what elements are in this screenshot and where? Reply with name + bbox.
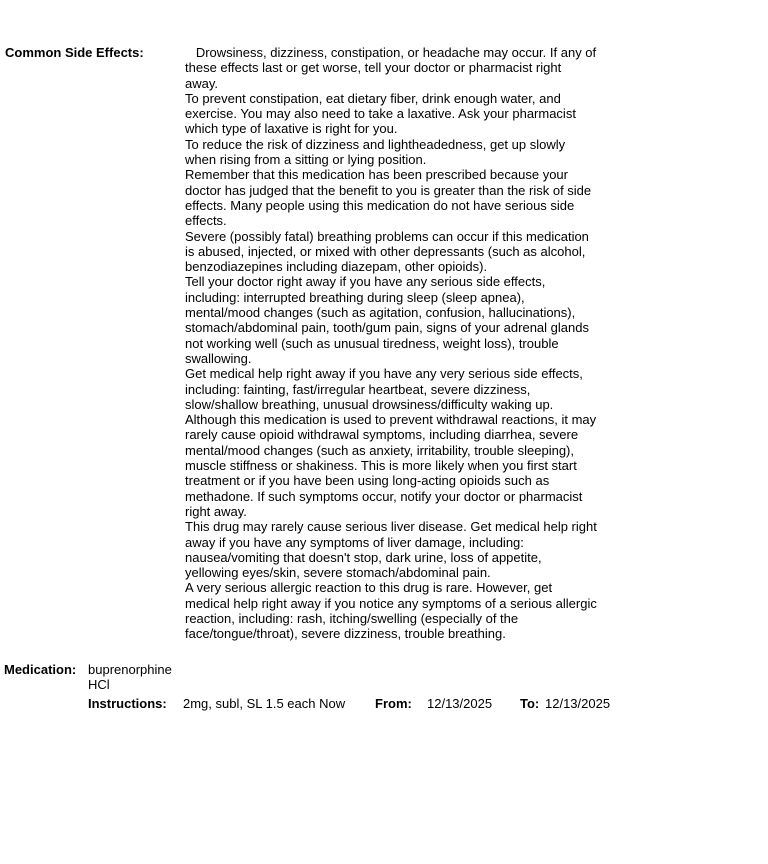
text-line: Tell your doctor right away if you have any serious side effects, bbox=[185, 274, 546, 290]
text-line: Get medical help right away if you have any very serious side effects, bbox=[185, 366, 583, 382]
text-line: medical help right away if you notice any symptoms of a serious allergic bbox=[185, 595, 597, 611]
text-line: is abused, injected, or mixed with other depressants (such as alcohol, bbox=[185, 243, 586, 259]
medication-label: Medication: bbox=[4, 662, 77, 677]
text-line: when rising from a sitting or lying position. bbox=[185, 152, 427, 168]
text-line: which type of laxative is right for you. bbox=[185, 121, 398, 137]
text-line: methadone. If such symptoms occur, notify your doctor or pharmacist bbox=[185, 488, 583, 504]
text-line: Remember that this medication has been prescribed because your bbox=[185, 167, 568, 183]
to-date-value: 12/13/2025 bbox=[545, 696, 611, 711]
text-line: benzodiazepines including diazepam, other opioids). bbox=[185, 259, 488, 275]
text-line: swallowing. bbox=[185, 350, 252, 366]
text-line: including: interrupted breathing during sleep (sleep apnea), bbox=[185, 289, 525, 305]
text-line: A very serious allergic reaction to this drug is rare. However, get bbox=[185, 580, 553, 596]
text-line: rarely cause opioid withdrawal symptoms, including diarrhea, severe bbox=[185, 427, 579, 443]
text-line: effects. bbox=[185, 213, 227, 229]
text-line: muscle stiffness or shakiness. This is more likely when you first start bbox=[185, 458, 577, 474]
text-line: these effects last or get worse, tell your doctor or pharmacist right bbox=[185, 60, 562, 76]
text-line: reaction, including: rash, itching/swelling (especially of the bbox=[185, 610, 519, 626]
text-line: not working well (such as unusual tiredness, weight loss), trouble bbox=[185, 335, 559, 351]
text-line: stomach/abdominal pain, tooth/gum pain, signs of your adrenal glands bbox=[185, 320, 589, 336]
text-line: away if you have any symptoms of liver damage, including: bbox=[185, 534, 524, 550]
text-line: nausea/vomiting that doesn't stop, dark urine, loss of appetite, bbox=[185, 549, 542, 565]
side-effects-text bbox=[185, 45, 635, 642]
text-line: Severe (possibly fatal) breathing problems can occur if this medication bbox=[185, 228, 589, 244]
text-line: mental/mood changes (such as anxiety, irritability, trouble sleeping), bbox=[185, 442, 574, 458]
instructions-value: 2mg, subl, SL 1.5 each Now bbox=[183, 696, 346, 711]
text-line: yellowing eyes/skin, severe stomach/abdominal pain. bbox=[185, 565, 491, 581]
text-line: doctor has judged that the benefit to you is greater than the risk of side bbox=[185, 182, 592, 198]
text-line: To prevent constipation, eat dietary fiber, drink enough water, and bbox=[185, 90, 561, 106]
text-line: To reduce the risk of dizziness and lightheadedness, get up slowly bbox=[185, 136, 566, 152]
text-line: Drowsiness, dizziness, constipation, or headache may occur. If any of bbox=[185, 45, 597, 60]
text-line: face/tongue/throat), severe dizziness, trouble breathing. bbox=[185, 626, 506, 642]
common-side-effects-label: Common Side Effects: bbox=[5, 45, 144, 60]
text-line: exercise. You may also need to take a laxative. Ask your pharmacist bbox=[185, 106, 576, 122]
text-line: including: fainting, fast/irregular heartbeat, severe dizziness, bbox=[185, 381, 531, 397]
from-date-value: 12/13/2025 bbox=[427, 696, 493, 711]
text-line: This drug may rarely cause serious liver disease. Get medical help right bbox=[185, 519, 597, 535]
to-label: To: bbox=[520, 696, 540, 711]
text-line: treatment or if you have been using long-acting opioids such as bbox=[185, 473, 550, 489]
text-line: Although this medication is used to prevent withdrawal reactions, it may bbox=[185, 412, 597, 428]
text-line: slow/shallow breathing, unusual drowsiness/difficulty waking up. bbox=[185, 396, 554, 412]
text-line: mental/mood changes (such as agitation, confusion, hallucinations), bbox=[185, 305, 576, 321]
text-line: away. bbox=[185, 75, 218, 91]
text-line: effects. Many people using this medication do not have serious side bbox=[185, 197, 575, 213]
text-line: right away. bbox=[185, 503, 247, 519]
medication-value: buprenorphine HCl bbox=[88, 662, 172, 693]
instructions-label: Instructions: bbox=[88, 696, 167, 711]
from-label: From: bbox=[375, 696, 412, 711]
